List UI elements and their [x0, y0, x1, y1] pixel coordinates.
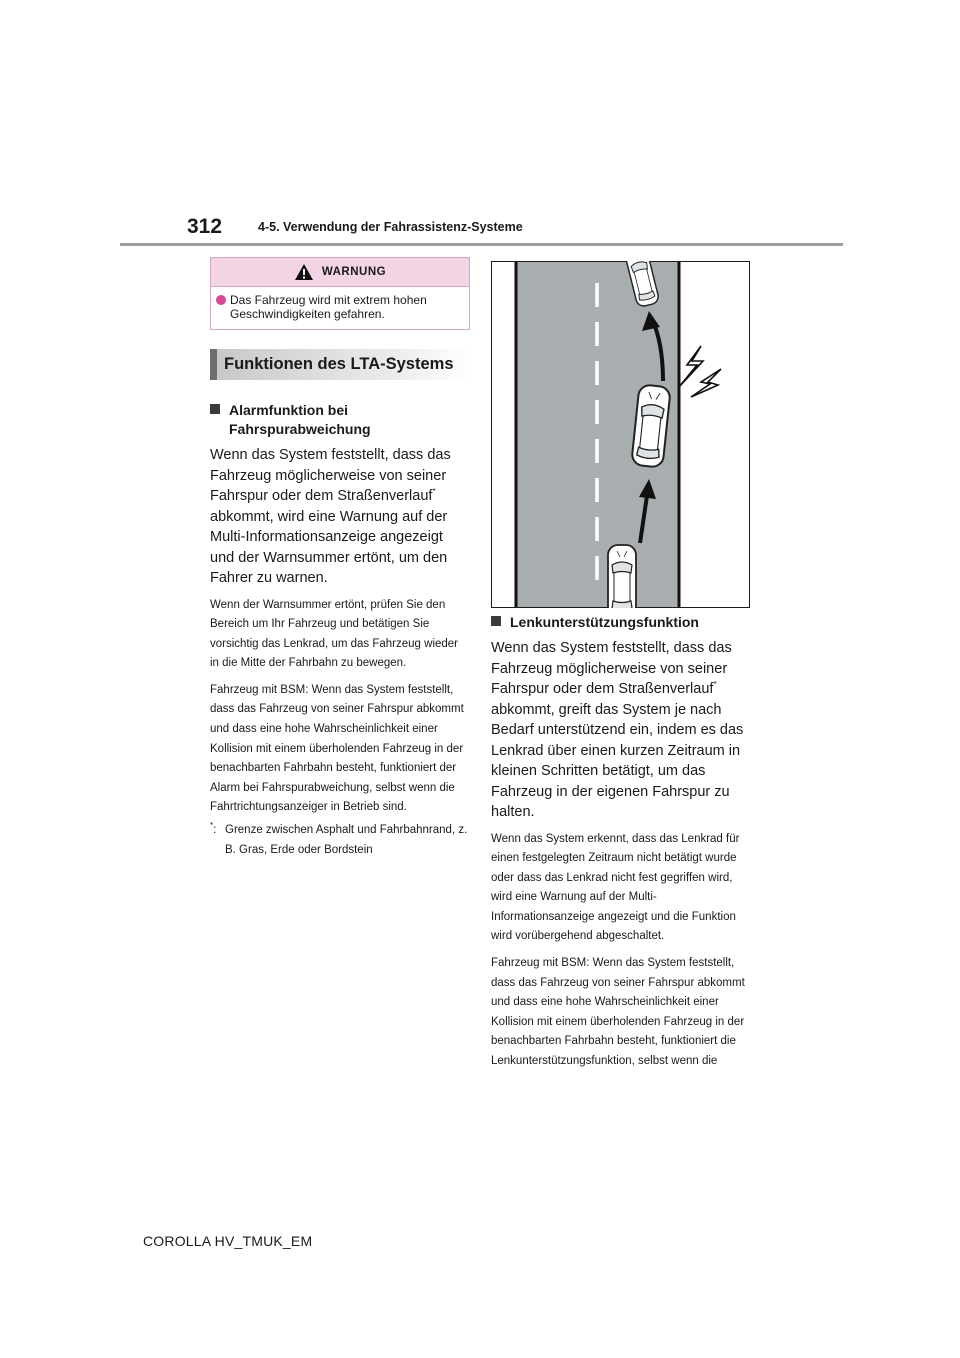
model-code: COROLLA HV_TMUK_EM: [143, 1233, 313, 1249]
chapter-title: 4-5. Verwendung der Fahrassistenz-Systeme: [258, 220, 523, 234]
footnote-ref: *: [432, 487, 436, 497]
section-title: Funktionen des LTA-Systems: [224, 355, 454, 373]
warning-header: [211, 258, 469, 287]
warning-triangle-icon: [294, 263, 314, 281]
steering-description: [491, 638, 751, 823]
steering-note-1: Wenn das System erkennt, dass das Lenkrad für einen festgelegten Zeitraum nicht betätigt wurde oder dass das Lenkrad nicht fest gegriffen wird, wird eine Warnung auf der Multi-Informationsanzeige angezeigt und die Funktion wird vorübergehend abgeschaltet.: [491, 832, 740, 943]
page-number: 312: [187, 215, 223, 238]
right-column: [491, 613, 751, 1072]
square-bullet-icon: [210, 404, 220, 414]
alarm-note-1: Wenn der Warnsummer ertönt, prüfen Sie den Bereich um Ihr Fahrzeug und betätigen Sie vorsichtig das Lenkrad, um das Fahrzeug wieder in die Mitte der Fahrbahn zu bewegen.: [210, 598, 459, 670]
alarm-heading-text: Alarmfunktion bei Fahrspurabweichung: [229, 402, 371, 437]
steering-body-a: Wenn das System feststellt, dass das Fahrzeug möglicherweise von seiner Fahrspur oder dem Straßenverlauf: [491, 640, 732, 697]
lane-departure-illustration: [491, 261, 750, 608]
footnote-mark: *:: [210, 821, 217, 837]
steering-heading-text: Lenkunterstützungsfunktion: [510, 614, 699, 630]
alarm-heading: [210, 401, 470, 439]
alarm-note-2: Fahrzeug mit BSM: Wenn das System feststellt, dass das Fahrzeug von seiner Fahrspur abkommt und dass eine hohe Wahrscheinlichkeit einer Kollision mit einem überholenden Fahrzeug in der benachbarten Fahrbahn besteht, funktioniert der Alarm bei Fahrspurabweichung, selbst wenn die Fahrtrichtungsanzeiger in Betrieb sind.: [210, 683, 464, 814]
footnote: [210, 821, 470, 860]
alarm-body-a: Wenn das System feststellt, dass das Fahrzeug möglicherweise von seiner Fahrspur oder dem Straßenverlauf: [210, 447, 451, 504]
warning-title: WARNUNG: [321, 266, 387, 278]
header-divider: [120, 243, 843, 246]
car-behind-icon: [608, 545, 636, 608]
bullet-dot-icon: [216, 295, 226, 305]
left-column: [210, 257, 470, 860]
warning-box: [210, 257, 470, 330]
steering-note-2: Fahrzeug mit BSM: Wenn das System feststellt, dass das Fahrzeug von seiner Fahrspur abkommt und dass eine hohe Wahrscheinlichkeit einer Kollision mit einem überholenden Fahrzeug in der benachbarten Fahrbahn besteht, funktioniert die Lenkunterstützungsfunktion, selbst wenn die: [491, 957, 745, 1068]
warning-text: Das Fahrzeug wird mit extrem hohen Geschwindigkeiten gefahren.: [230, 293, 427, 321]
section-heading: [210, 349, 470, 380]
steering-heading: [491, 613, 751, 632]
warning-body: [211, 287, 469, 329]
square-bullet-icon: [491, 616, 501, 626]
footnote-text: Grenze zwischen Asphalt und Fahrbahnrand, z. B. Gras, Erde oder Bordstein: [225, 824, 468, 856]
steering-body-b: abkommt, greift das System je nach Bedarf unterstützend ein, indem es das Lenkrad über einen kurzen Zeitraum in kleinen Schritten betätigt, um das Fahrzeug in der eigenen Fahrspur zu halten.: [491, 701, 744, 820]
footnote-ref: *: [713, 680, 717, 690]
alarm-description: [210, 445, 470, 589]
alarm-body-b: abkommt, wird eine Warnung auf der Multi-Informationsanzeige angezeigt und der Warnsummer ertönt, um den Fahrer zu warnen.: [210, 508, 448, 586]
